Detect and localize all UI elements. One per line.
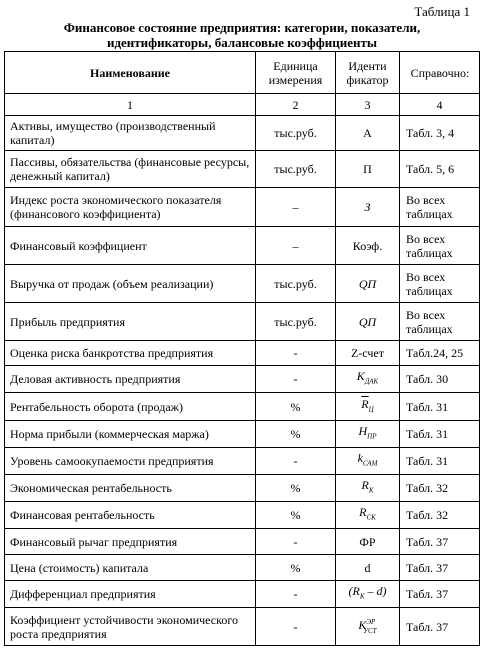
row-name: Прибыль предприятия <box>5 303 256 341</box>
table-row <box>5 227 480 265</box>
row-name: Экономическая рентабельность <box>5 475 256 502</box>
row-reference: Табл. 31 <box>400 448 480 475</box>
row-name: Цена (стоимость) капитала <box>5 555 256 581</box>
row-unit: % <box>256 502 336 529</box>
row-name: Рентабельность оборота (продаж) <box>5 393 256 421</box>
row-name: Коэффициент устойчивости экономического роста предприятия <box>5 608 256 646</box>
row-reference: Табл. 37 <box>400 529 480 555</box>
row-name: Финансовый рычаг предприятия <box>5 529 256 555</box>
row-reference: Табл. 31 <box>400 421 480 448</box>
row-reference: Табл.24, 25 <box>400 341 480 366</box>
col-number: 4 <box>400 94 480 116</box>
row-name: Оценка риска банкротства предприятия <box>5 341 256 366</box>
table-row <box>5 116 480 151</box>
row-identifier: $K^{ЭР}_{УСТ}$ <box>336 608 400 646</box>
row-identifier: $(R_K - d)$ <box>336 581 400 608</box>
column-number-row <box>5 94 480 116</box>
row-identifier: $H_{ПР}$ <box>336 421 400 448</box>
row-unit: - <box>256 341 336 366</box>
row-unit: тыс.руб. <box>256 151 336 188</box>
row-unit: - <box>256 608 336 646</box>
row-reference: Табл. 37 <box>400 581 480 608</box>
row-identifier: З <box>336 188 400 227</box>
table-row <box>5 529 480 555</box>
table-row <box>5 393 480 421</box>
col-number: 3 <box>336 94 400 116</box>
table-row <box>5 151 480 188</box>
row-unit: - <box>256 366 336 393</box>
header-name: Наименование <box>5 52 256 94</box>
table-caption <box>0 20 484 50</box>
table-row <box>5 188 480 227</box>
row-name: Финансовая рентабельность <box>5 502 256 529</box>
row-identifier: Z-счет <box>336 341 400 366</box>
row-reference: Во всех таблицах <box>400 188 480 227</box>
row-identifier: $R_{СК}$ <box>336 502 400 529</box>
table-row <box>5 608 480 646</box>
row-unit: - <box>256 581 336 608</box>
row-unit: % <box>256 555 336 581</box>
header-row <box>5 52 480 94</box>
row-name: Норма прибыли (коммерческая маржа) <box>5 421 256 448</box>
table-row <box>5 475 480 502</box>
row-unit: - <box>256 529 336 555</box>
col-number: 2 <box>256 94 336 116</box>
row-unit: - <box>256 448 336 475</box>
row-name: Индекс роста экономического показателя (финансового коэффициента) <box>5 188 256 227</box>
row-identifier: $R_K$ <box>336 475 400 502</box>
row-identifier: П <box>336 151 400 188</box>
row-reference: Табл. 30 <box>400 366 480 393</box>
row-unit: тыс.руб. <box>256 265 336 303</box>
row-unit: тыс.руб. <box>256 303 336 341</box>
row-name: Уровень самоокупаемости предприятия <box>5 448 256 475</box>
table-row <box>5 303 480 341</box>
caption-line-1: Финансовое состояние предприятия: категории, показатели, <box>63 20 421 35</box>
row-unit: % <box>256 421 336 448</box>
col-number: 1 <box>5 94 256 116</box>
table-row <box>5 502 480 529</box>
table-number: Таблица 1 <box>414 4 470 19</box>
row-identifier: А <box>336 116 400 151</box>
table-row <box>5 555 480 581</box>
row-identifier: $K_{ДАК}$ <box>336 366 400 393</box>
row-reference: Табл. 5, 6 <box>400 151 480 188</box>
header-unit: Единица измерения <box>256 52 336 94</box>
caption-line-2: идентификаторы, балансовые коэффициенты <box>106 35 378 50</box>
row-name: Активы, имущество (производственный капитал) <box>5 116 256 151</box>
row-identifier: ФР <box>336 529 400 555</box>
row-identifier: d <box>336 555 400 581</box>
row-name: Финансовый коэффициент <box>5 227 256 265</box>
header-reference: Справочно: <box>400 52 480 94</box>
table-row <box>5 421 480 448</box>
table-row <box>5 265 480 303</box>
row-name: Пассивы, обязательства (финансовые ресурсы, денежный капитал) <box>5 151 256 188</box>
row-name: Выручка от продаж (объем реализации) <box>5 265 256 303</box>
table-row <box>5 448 480 475</box>
row-identifier: $k_{САМ}$ <box>336 448 400 475</box>
row-reference: Табл. 3, 4 <box>400 116 480 151</box>
table-row <box>5 366 480 393</box>
row-identifier: $\overline{R}_Ц$ <box>336 393 400 421</box>
row-reference: Табл. 37 <box>400 608 480 646</box>
row-identifier: QП <box>336 265 400 303</box>
header-identifier: Иденти фикатор <box>336 52 400 94</box>
row-identifier: QП <box>336 303 400 341</box>
row-identifier: Коэф. <box>336 227 400 265</box>
row-unit: – <box>256 188 336 227</box>
row-reference: Во всех таблицах <box>400 265 480 303</box>
row-reference: Во всех таблицах <box>400 227 480 265</box>
row-unit: % <box>256 393 336 421</box>
indicators-table <box>4 51 480 646</box>
table-row <box>5 341 480 366</box>
row-name: Дифференциал предприятия <box>5 581 256 608</box>
row-reference: Табл. 37 <box>400 555 480 581</box>
row-reference: Табл. 32 <box>400 475 480 502</box>
table-row <box>5 581 480 608</box>
row-name: Деловая активность предприятия <box>5 366 256 393</box>
row-unit: – <box>256 227 336 265</box>
row-unit: % <box>256 475 336 502</box>
row-reference: Табл. 31 <box>400 393 480 421</box>
row-unit: тыс.руб. <box>256 116 336 151</box>
row-reference: Во всех таблицах <box>400 303 480 341</box>
row-reference: Табл. 32 <box>400 502 480 529</box>
